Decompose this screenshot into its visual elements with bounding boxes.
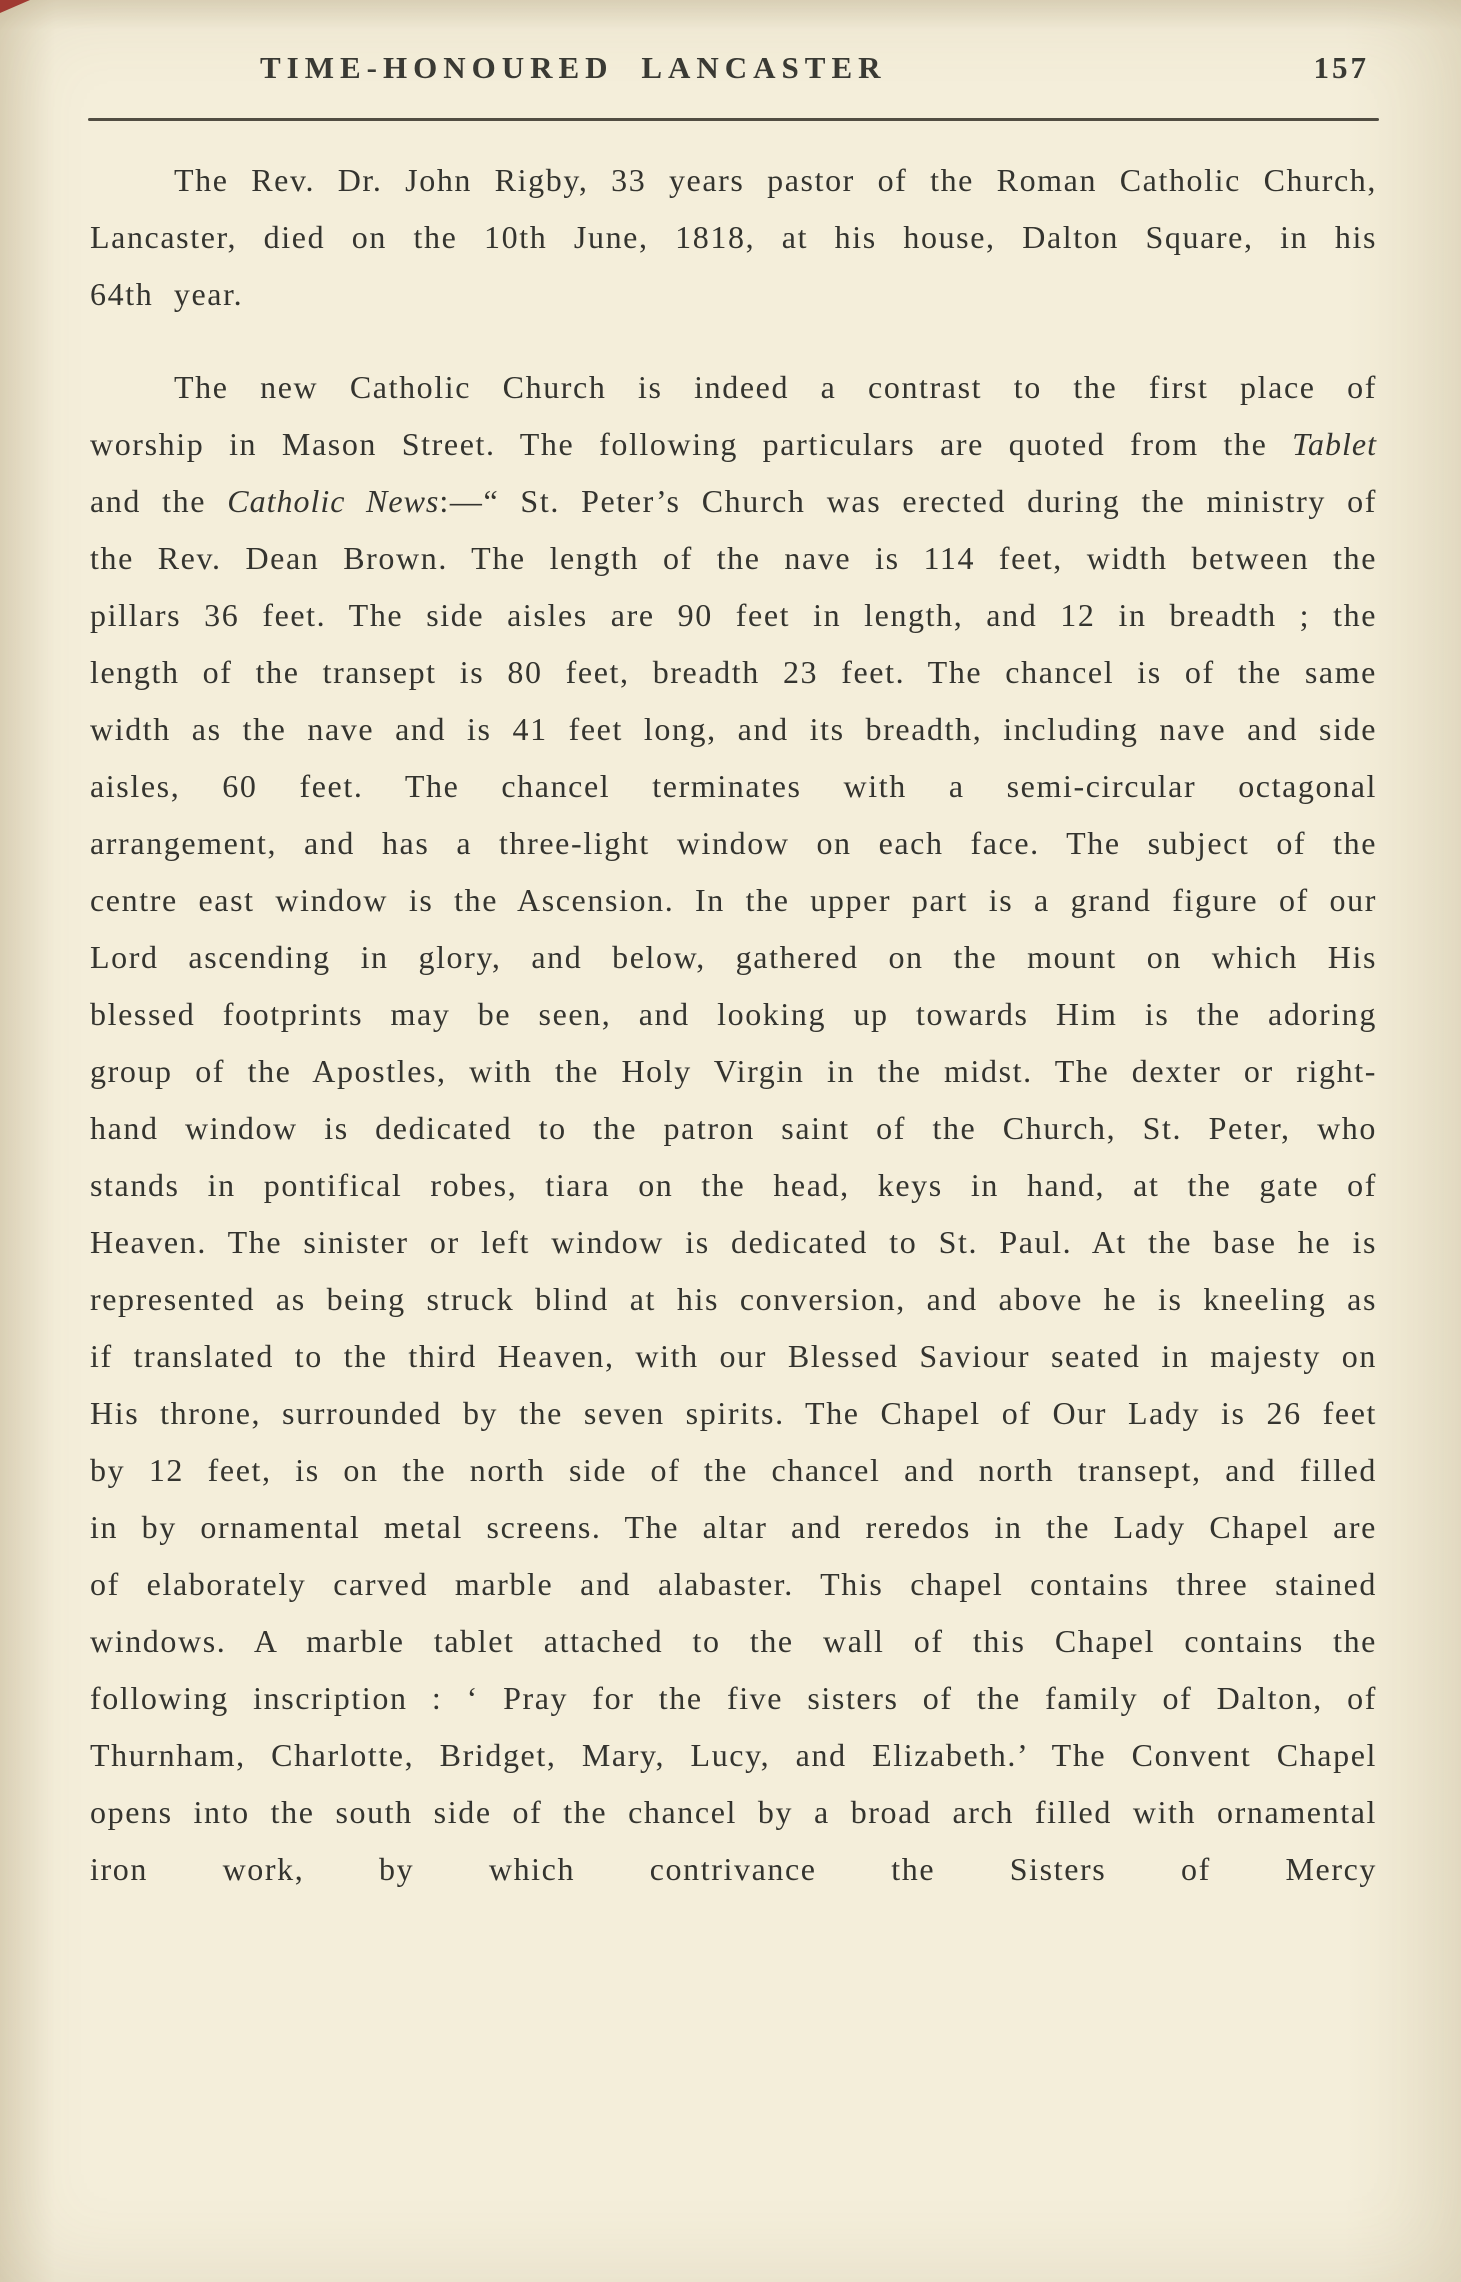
text-segment: :—“ St. Peter’s Church was erected during the ministry of the Rev. Dean Brown. The length of the nave is 114 feet, width between the pillars 36 feet. The side aisles are 90 feet in length, and 12 in breadth ; the length of the transept is 80 feet, breadth 23 feet. The chancel is of the same width as the nave and is 41 feet long, and its breadth, including nave and side aisles, 60 feet. The chancel terminates with a semi-circular octagonal arrangement, and has a three-light window on each face. The subject of the centre east window is the Ascension. In the upper part is a grand figure of our Lord ascending in glory, and below, gathered on the mount on which His blessed footprints may be seen, and looking up towards Him is the adoring group of the Apostles, with the Holy Virgin in the midst. The dexter or right-hand window is dedicated to the patron saint of the Church, St. Peter, who stands in pontifical robes, tiara on the head, keys in hand, at the gate of Heaven. The sinister or left window is dedicated to St. Paul. At the base he is represented as being struck blind at his conversion, and above he is kneeling as if translated to the third Heaven, with our Blessed Saviour seated in majesty on His throne, surrounded by the seven spirits. The Chapel of Our Lady is 26 feet by 12 feet, is on the north side of the chancel and north transept, and filled in by ornamental metal screens. The altar and reredos in the Lady Chapel are of elaborately carved marble and alabaster. This chapel contains three stained windows. A marble tablet attached to the wall of this Chapel contains the following inscription : ‘ Pray for the five sisters of the family of Dalton, of Thurnham, Charlotte, Bridget, Mary, Lucy, and Elizabeth.’ The Convent Chapel opens into the south side of the chancel by a broad arch filled with ornamental iron work, by which contrivance the Sisters of Mercy [90,483,1378,1887]
paragraph [90,359,1377,1898]
paragraph [90,152,1377,323]
text-segment: The new Catholic Church is indeed a contrast to the first place of worship in Mason Street. The following particulars are quoted from the [90,369,1377,462]
header-rule [88,118,1379,121]
page-number: 157 [1313,50,1369,85]
book-cover-corner [0,0,30,13]
italic-text-segment: Catholic News [227,483,440,519]
text-segment: and the [90,483,228,519]
italic-text-segment: Tablet [1292,426,1377,462]
running-head [90,50,1377,96]
page-header-title: TIME-HONOURED LANCASTER [260,50,887,85]
text-segment: The Rev. Dr. John Rigby, 33 years pastor of the Roman Catholic Church, Lancaster, died on the 10th June, 1818, at his house, Dalton Square, in his 64th year. [90,162,1377,312]
page-body [90,152,1377,1934]
